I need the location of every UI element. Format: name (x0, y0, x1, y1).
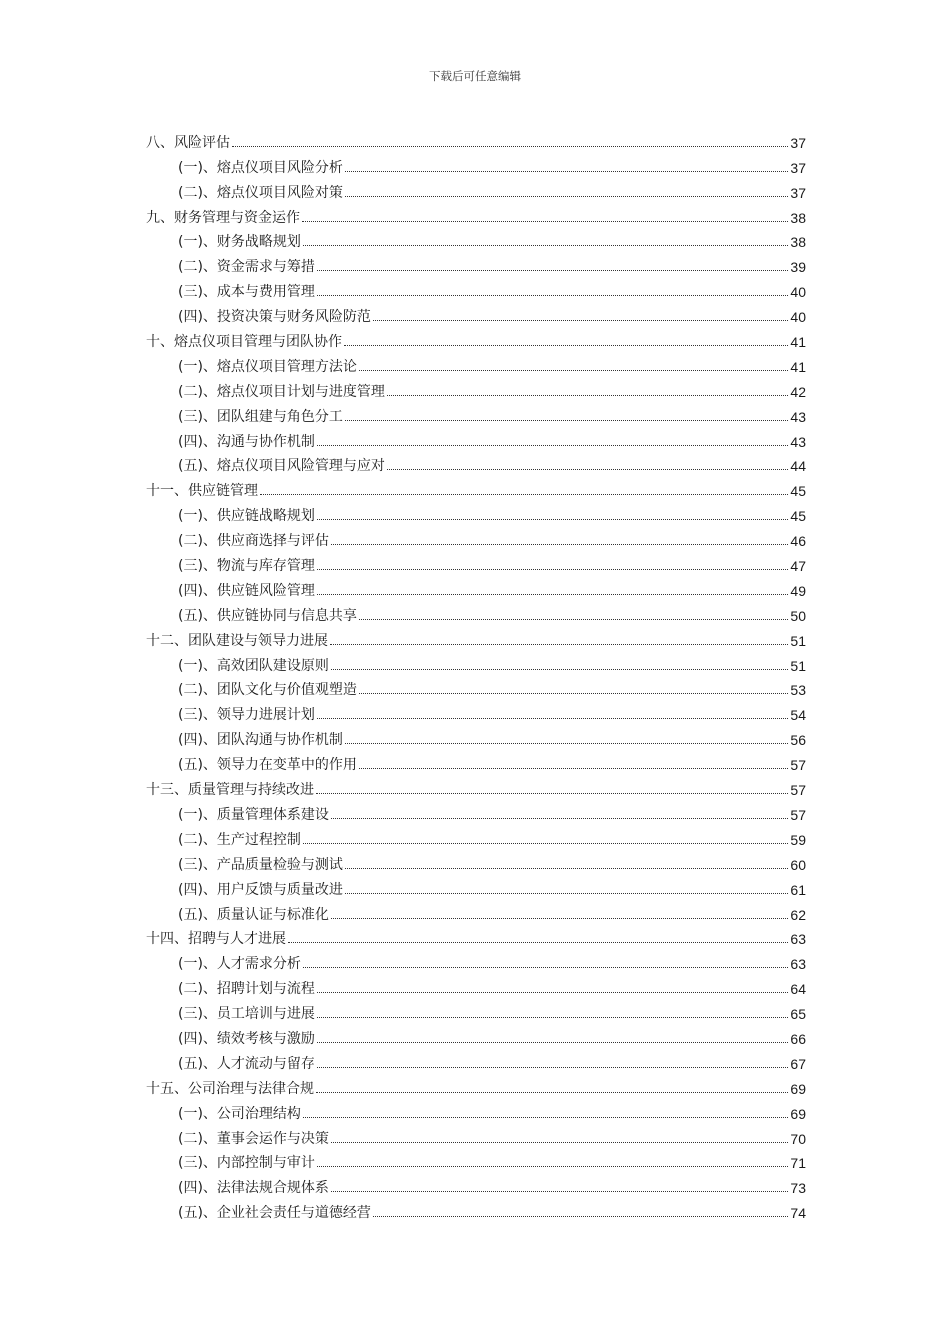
toc-page-number: 65 (790, 1006, 806, 1023)
toc-entry-title: (五)、人才流动与留存 (178, 1055, 315, 1072)
toc-entry-title: (五)、供应链协同与信息共享 (178, 607, 357, 624)
dot-leader (359, 767, 788, 769)
dot-leader (373, 319, 788, 321)
toc-entry-title: 十三、质量管理与持续改进 (146, 782, 314, 799)
toc-entry-title: (一)、熔点仪项目管理方法论 (178, 358, 357, 375)
table-of-contents (146, 127, 806, 1222)
toc-subsection-entry[interactable] (146, 500, 806, 525)
dot-leader (331, 1190, 788, 1192)
toc-subsection-entry[interactable] (146, 749, 806, 774)
dot-leader (331, 1141, 788, 1143)
dot-leader (359, 692, 788, 694)
toc-entry-title: (四)、法律法规合规体系 (178, 1180, 329, 1197)
dot-leader (317, 593, 788, 595)
toc-subsection-entry[interactable] (146, 973, 806, 998)
dot-leader (317, 991, 788, 993)
toc-section-entry[interactable] (146, 924, 806, 949)
toc-page-number: 64 (790, 981, 806, 998)
toc-subsection-entry[interactable] (146, 849, 806, 874)
toc-page-number: 40 (790, 284, 806, 301)
toc-entry-title: (四)、绩效考核与激励 (178, 1030, 315, 1047)
dot-leader (387, 394, 788, 396)
dot-leader (359, 369, 788, 371)
toc-subsection-entry[interactable] (146, 675, 806, 700)
toc-page-number: 67 (790, 1055, 806, 1072)
toc-page-number: 50 (790, 607, 806, 624)
toc-entry-title: (二)、熔点仪项目风险对策 (178, 184, 343, 201)
toc-page-number: 38 (790, 234, 806, 251)
dot-leader (317, 1165, 788, 1167)
toc-page-number: 45 (790, 508, 806, 525)
dot-leader (303, 1116, 788, 1118)
toc-subsection-entry[interactable] (146, 376, 806, 401)
toc-page-number: 49 (790, 582, 806, 599)
dot-leader (359, 618, 788, 620)
dot-leader (316, 1091, 788, 1093)
dot-leader (331, 917, 788, 919)
toc-subsection-entry[interactable] (146, 152, 806, 177)
toc-page-number: 73 (790, 1180, 806, 1197)
toc-subsection-entry[interactable] (146, 1048, 806, 1073)
toc-section-entry[interactable] (146, 475, 806, 500)
toc-subsection-entry[interactable] (146, 948, 806, 973)
dot-leader (317, 269, 788, 271)
toc-entry-title: (四)、团队沟通与协作机制 (178, 732, 343, 749)
toc-entry-title: 十四、招聘与人才进展 (146, 931, 286, 948)
toc-entry-title: (三)、成本与费用管理 (178, 284, 315, 301)
toc-page-number: 43 (790, 433, 806, 450)
toc-subsection-entry[interactable] (146, 575, 806, 600)
toc-page-number: 63 (790, 931, 806, 948)
toc-subsection-entry[interactable] (146, 899, 806, 924)
toc-entry-title: (三)、员工培训与进展 (178, 1006, 315, 1023)
page-header: 下载后可任意编辑 (429, 69, 521, 83)
toc-subsection-entry[interactable] (146, 824, 806, 849)
dot-leader (345, 867, 788, 869)
toc-entry-title: (一)、公司治理结构 (178, 1105, 301, 1122)
toc-entry-title: (一)、高效团队建设原则 (178, 657, 329, 674)
toc-subsection-entry[interactable] (146, 351, 806, 376)
toc-subsection-entry[interactable] (146, 177, 806, 202)
toc-entry-title: (三)、产品质量检验与测试 (178, 856, 343, 873)
toc-subsection-entry[interactable] (146, 276, 806, 301)
toc-page-number: 63 (790, 956, 806, 973)
toc-page-number: 51 (790, 632, 806, 649)
toc-subsection-entry[interactable] (146, 1197, 806, 1222)
dot-leader (317, 444, 788, 446)
toc-page-number: 47 (790, 558, 806, 575)
toc-entry-title: (五)、企业社会责任与道德经营 (178, 1205, 371, 1222)
toc-entry-title: (四)、供应链风险管理 (178, 582, 315, 599)
toc-section-entry[interactable] (146, 625, 806, 650)
toc-subsection-entry[interactable] (146, 550, 806, 575)
toc-entry-title: (一)、供应链战略规划 (178, 508, 315, 525)
toc-page-number: 57 (790, 782, 806, 799)
dot-leader (345, 419, 788, 421)
dot-leader (302, 220, 788, 222)
dot-leader (317, 518, 788, 520)
toc-entry-title: (二)、招聘计划与流程 (178, 981, 315, 998)
toc-subsection-entry[interactable] (146, 426, 806, 451)
toc-entry-title: (二)、董事会运作与决策 (178, 1130, 329, 1147)
toc-entry-title: (三)、团队组建与角色分工 (178, 408, 343, 425)
toc-entry-title: (五)、熔点仪项目风险管理与应对 (178, 458, 385, 475)
dot-leader (317, 568, 788, 570)
toc-entry-title: 十一、供应链管理 (146, 483, 258, 500)
toc-entry-title: (一)、人才需求分析 (178, 956, 301, 973)
toc-entry-title: (四)、用户反馈与质量改进 (178, 881, 343, 898)
dot-leader (303, 966, 788, 968)
toc-entry-title: (二)、熔点仪项目计划与进度管理 (178, 383, 385, 400)
toc-page-number: 57 (790, 757, 806, 774)
toc-subsection-entry[interactable] (146, 1123, 806, 1148)
toc-subsection-entry[interactable] (146, 699, 806, 724)
toc-entry-title: 九、财务管理与资金运作 (146, 209, 300, 226)
dot-leader (387, 468, 788, 470)
toc-subsection-entry[interactable] (146, 525, 806, 550)
toc-entry-title: (二)、生产过程控制 (178, 831, 301, 848)
toc-subsection-entry[interactable] (146, 1023, 806, 1048)
toc-subsection-entry[interactable] (146, 1172, 806, 1197)
toc-entry-title: (二)、供应商选择与评估 (178, 533, 329, 550)
toc-subsection-entry[interactable] (146, 799, 806, 824)
toc-entry-title: 十五、公司治理与法律合规 (146, 1080, 314, 1097)
dot-leader (317, 1041, 788, 1043)
toc-entry-title: (四)、投资决策与财务风险防范 (178, 309, 371, 326)
toc-section-entry[interactable] (146, 774, 806, 799)
dot-leader (345, 170, 788, 172)
toc-entry-title: (五)、领导力在变革中的作用 (178, 757, 357, 774)
toc-section-entry[interactable] (146, 127, 806, 152)
toc-page-number: 43 (790, 408, 806, 425)
toc-entry-title: (二)、团队文化与价值观塑造 (178, 682, 357, 699)
toc-entry-title: (一)、财务战略规划 (178, 234, 301, 251)
toc-page-number: 39 (790, 259, 806, 276)
dot-leader (373, 1215, 788, 1217)
toc-subsection-entry[interactable] (146, 301, 806, 326)
toc-page-number: 57 (790, 806, 806, 823)
toc-page-number: 37 (790, 159, 806, 176)
toc-entry-title: (三)、物流与库存管理 (178, 558, 315, 575)
toc-subsection-entry[interactable] (146, 1098, 806, 1123)
toc-subsection-entry[interactable] (146, 251, 806, 276)
dot-leader (331, 543, 788, 545)
dot-leader (317, 1066, 788, 1068)
toc-page-number: 41 (790, 334, 806, 351)
toc-subsection-entry[interactable] (146, 650, 806, 675)
toc-page-number: 74 (790, 1205, 806, 1222)
toc-page-number: 71 (790, 1155, 806, 1172)
toc-page-number: 37 (790, 184, 806, 201)
toc-entry-title: (一)、质量管理体系建设 (178, 806, 329, 823)
dot-leader (317, 1016, 788, 1018)
toc-page-number: 69 (790, 1105, 806, 1122)
toc-entry-title: (四)、沟通与协作机制 (178, 433, 315, 450)
toc-subsection-entry[interactable] (146, 874, 806, 899)
toc-page-number: 66 (790, 1030, 806, 1047)
dot-leader (317, 294, 788, 296)
dot-leader (331, 668, 788, 670)
toc-page-number: 46 (790, 533, 806, 550)
toc-page-number: 51 (790, 657, 806, 674)
dot-leader (232, 145, 788, 147)
toc-page-number: 69 (790, 1080, 806, 1097)
dot-leader (288, 941, 788, 943)
toc-page-number: 54 (790, 707, 806, 724)
toc-page-number: 60 (790, 856, 806, 873)
toc-page-number: 40 (790, 309, 806, 326)
toc-section-entry[interactable] (146, 202, 806, 227)
toc-page-number: 37 (790, 134, 806, 151)
toc-entry-title: 八、风险评估 (146, 134, 230, 151)
toc-entry-title: 十二、团队建设与领导力进展 (146, 632, 328, 649)
toc-page-number: 53 (790, 682, 806, 699)
toc-page-number: 70 (790, 1130, 806, 1147)
toc-page-number: 62 (790, 906, 806, 923)
toc-subsection-entry[interactable] (146, 724, 806, 749)
dot-leader (316, 792, 788, 794)
toc-page-number: 45 (790, 483, 806, 500)
toc-page-number: 42 (790, 383, 806, 400)
toc-subsection-entry[interactable] (146, 451, 806, 476)
toc-entry-title: (三)、内部控制与审计 (178, 1155, 315, 1172)
toc-subsection-entry[interactable] (146, 600, 806, 625)
dot-leader (345, 892, 788, 894)
toc-page-number: 38 (790, 209, 806, 226)
toc-subsection-entry[interactable] (146, 401, 806, 426)
dot-leader (331, 817, 788, 819)
toc-entry-title: (五)、质量认证与标准化 (178, 906, 329, 923)
toc-section-entry[interactable] (146, 326, 806, 351)
toc-page-number: 41 (790, 358, 806, 375)
toc-page-number: 61 (790, 881, 806, 898)
dot-leader (317, 717, 788, 719)
toc-entry-title: (三)、领导力进展计划 (178, 707, 315, 724)
dot-leader (303, 244, 788, 246)
toc-page-number: 59 (790, 831, 806, 848)
toc-section-entry[interactable] (146, 1073, 806, 1098)
dot-leader (345, 742, 788, 744)
toc-subsection-entry[interactable] (146, 998, 806, 1023)
dot-leader (260, 493, 788, 495)
toc-subsection-entry[interactable] (146, 1148, 806, 1173)
dot-leader (303, 842, 788, 844)
toc-subsection-entry[interactable] (146, 227, 806, 252)
toc-entry-title: (二)、资金需求与筹措 (178, 259, 315, 276)
dot-leader (344, 344, 788, 346)
dot-leader (330, 643, 788, 645)
toc-entry-title: 十、熔点仪项目管理与团队协作 (146, 334, 342, 351)
toc-entry-title: (一)、熔点仪项目风险分析 (178, 159, 343, 176)
toc-page-number: 44 (790, 458, 806, 475)
toc-page-number: 56 (790, 732, 806, 749)
dot-leader (345, 195, 788, 197)
